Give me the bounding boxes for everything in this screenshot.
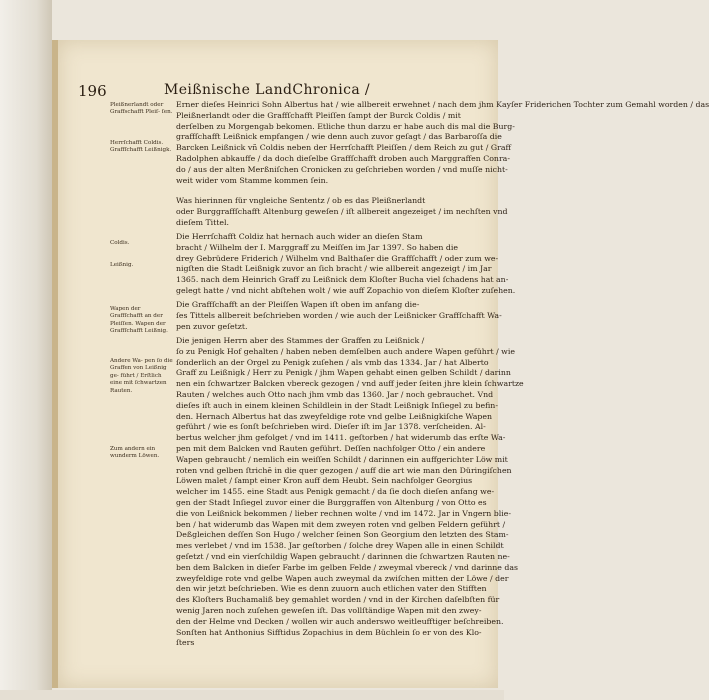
margin-note: Coldis.: [110, 240, 130, 246]
margin-note: Wapen der Graffſchafft an der Pleiſſen. Wapen der Graffſchafft Leißnig.: [110, 306, 168, 335]
text-line: drey Gebrüdere Friderich / Wilhelm vnd Balthaſer die Graffſchafft / oder zum we-: [176, 253, 499, 263]
text-line: Radolphen abkauffe / da doch dieſelbe Graffſchafft droben auch Marggraffen Conra-: [176, 153, 510, 163]
text-line: ſo zu Penigk Hof gehalten / haben neben demſelben auch andere Wapen geführt / wie: [176, 346, 515, 356]
paragraph-4: [176, 300, 502, 332]
text-line: Barcken Leißnick vñ Coldis neben der Herrſchafft Pleiſſen / dem Reich zu gut / Graff: [176, 143, 512, 153]
text-line: Was hierinnen für vngleiche Sententz / ob es das Pleißnerlandt: [176, 196, 426, 205]
text-line: ſes Tittels allbereit beſchrieben worden / wie auch der Leißnicker Graffſchafft Wa-: [176, 310, 502, 320]
text-line: Sonſten hat Anthonius Sifftidus Zopachius in dem Büchlein ſo er von des Klo-: [176, 627, 482, 637]
text-line: graffſchafft Leißnick empfangen / wie denn auch zuvor geſagt / das Barbaroſſa die: [176, 132, 502, 142]
text-line: Die Herrſchafft Coldiz hat hernach auch wider an dieſen Stam: [176, 232, 423, 241]
text-line: Die jenigen Herrn aber des Stammes der Graffen zu Leißnick /: [176, 336, 425, 345]
text-line: geführt / wie es ſonſt beſchrieben wird. Dieſer iſt im Jar 1378. verſcheiden. Al-: [176, 422, 486, 432]
text-line: gen der Stadt Inſiegel zuvor einer die Burggraffen von Altenburg / von Otto es: [176, 497, 487, 507]
text-line: Pleißnerlandt oder die Graffſchafft Pleiſſen ſampt der Burck Coldis / mit: [176, 110, 461, 120]
text-line: geſetzt / vnd ein vierſchildig Wapen gebraucht / darinnen die ſchwartzen Rauten ne-: [176, 551, 510, 561]
text-line: nen ein ſchwartzer Balcken vbereck gezogen / vnd auff jeder ſeiten jhre klein ſchwartze: [176, 379, 524, 389]
text-line: Löwen malet / ſampt einer Kron auff dem Heubt. Sein nachfolger Georgius: [176, 476, 473, 486]
text-line: ben / hat widerumb das Wapen mit dem zweyen roten vnd gelben Feldern geführt /: [176, 519, 506, 529]
text-line: derſelben zu Morgengab bekomen. Etliche thun darzu er habe auch dis mal die Burg-: [176, 121, 515, 131]
page-number: 196: [78, 82, 107, 100]
text-line: Deßgleichen deſſen Son Hugo / welcher ſeinen Son Georgium den letzten des Stam-: [176, 530, 509, 540]
text-line: do / aus der alten Merßniſchen Cronicken zu geſchrieben worden / vnd muſſe nicht-: [176, 164, 508, 174]
text-line: Erner dieſes Heinrici Sohn Albertus hat / wie allbereit erwehnet / nach dem jhm Kayſer Friderichen Tochter zum Gemahl worden / das: [176, 100, 709, 109]
paragraph-1: [176, 100, 709, 186]
scan-background: [0, 0, 52, 700]
text-line: bertus welcher jhm gefolget / vnd im 1411. geſtorben / hat widerumb das erſte Wa-: [176, 433, 506, 443]
scan-bottom-edge: [0, 690, 504, 700]
margin-note: Zum andern ein wunderm Löwen.: [110, 446, 160, 460]
text-line: ben dem Balcken in dieſer Farbe im gelben Felde / zweymal vbereck / vnd darinne das: [176, 562, 519, 572]
paragraph-3: [176, 232, 516, 297]
text-line: Graff zu Leißnigk / Herr zu Penigk / jhm Wapen gehabt einen gelben Schildt / darinn: [176, 368, 511, 378]
text-line: den wir jetzt beſchrieben. Wie es denn zuuorn auch etlichen vater den Stifften: [176, 584, 487, 594]
paragraph-2: [176, 196, 508, 228]
text-line: oder Burggraffſchafft Altenburg geweſen / iſt allbereit angezeiget / im nechſten vnd: [176, 206, 508, 216]
text-line: ſters: [176, 638, 195, 648]
text-line: weit wider vom Stamme kommen ſein.: [176, 175, 329, 185]
paragraph-5: [176, 336, 524, 649]
page-header: [72, 82, 490, 100]
text-line: ſonderlich an der Orgel zu Penigk zuſehen / als vmb das 1334. Jar / hat Alberto: [176, 357, 489, 367]
margin-note: Andere Wa- pen ſo die Graffen von Leißnig ge- führt / Erſtlich eine mit ſchwartzen Rauten.: [110, 358, 173, 394]
text-line: mes verlebet / vnd im 1538. Jar geſtorben / ſolche drey Wapen alle in einen Schildt: [176, 541, 504, 551]
text-line: nigſten die Stadt Leißnigk zuvor an ſich bracht / wie allbereit angezeigt / im Jar: [176, 264, 492, 274]
text-line: gelegt hatte / vnd nicht abſtehen wolt / wie auff Zopachio von dieſem Kloſter zuſehen.: [176, 285, 516, 295]
text-line: dieſem Tittel.: [176, 217, 230, 227]
text-line: zweyfeldige rote vnd gelbe Wapen auch zweymal da zwiſchen mitten der Löwe / der: [176, 573, 509, 583]
margin-note: Pleißnerlandt oder Graffschafft Pleiſ- ſen.: [110, 102, 173, 116]
text-line: pen zuvor geſetzt.: [176, 321, 248, 331]
text-line: Die Graffſchafft an der Pleiſſen Wapen iſt oben im anfang die-: [176, 300, 420, 309]
text-line: pen mit dem Balcken vnd Rauten geführt. Deſſen nachfolger Otto / ein andere: [176, 443, 486, 453]
text-line: welcher im 1455. eine Stadt aus Penigk gemacht / da ſie doch dieſen anfang we-: [176, 487, 495, 497]
text-line: bracht / Wilhelm der I. Marggraff zu Meiſſen im Jar 1397. So haben die: [176, 242, 459, 252]
text-line: die von Leißnick bekommen / lieber rechnen wolte / vnd im 1472. Jar in Vngern blie-: [176, 508, 511, 518]
text-line: den. Hernach Albertus hat das zweyfeldige rote vnd gelbe Leißnigkiſche Wapen: [176, 411, 493, 421]
text-line: den der Helme vnd Decken / wollen wir auch anderswo weitleufftiger beſchreiben.: [176, 616, 504, 626]
text-line: Wapen gebraucht / nemlich ein weiſſen Schildt / darinnen ein auffgerichter Löw mit: [176, 454, 508, 464]
text-line: 1365. nach dem Heinrich Graff zu Leißnick dem Kloſter Bucha viel ſchadens hat an-: [176, 275, 509, 285]
margin-note: Leißnig.: [110, 262, 134, 268]
text-line: des Kloſters Buchamaliß bey gemahlet worden / vnd in der Kirchen daſelbſten für: [176, 595, 500, 605]
running-head: Meißnische LandChronica /: [164, 82, 371, 98]
text-line: dieſes iſt auch in einem kleinen Schildlein in der Stadt Leißnigk Inſiegel zu befin-: [176, 400, 498, 410]
text-line: roten vnd gelben ſtrichē in die quer gezogen / auff die art wie man den Düringiſchen: [176, 465, 512, 475]
text-line: Rauten / welches auch Otto nach jhm vmb das 1360. Jar / noch gebrauchet. Vnd: [176, 389, 494, 399]
text-line: wenig Jaren noch zuſehen geweſen iſt. Das vollſtändige Wapen mit den zwey-: [176, 605, 482, 615]
margin-note: Herrſchafft Coldis. Graffſchafft Leißnigk.: [110, 140, 172, 154]
